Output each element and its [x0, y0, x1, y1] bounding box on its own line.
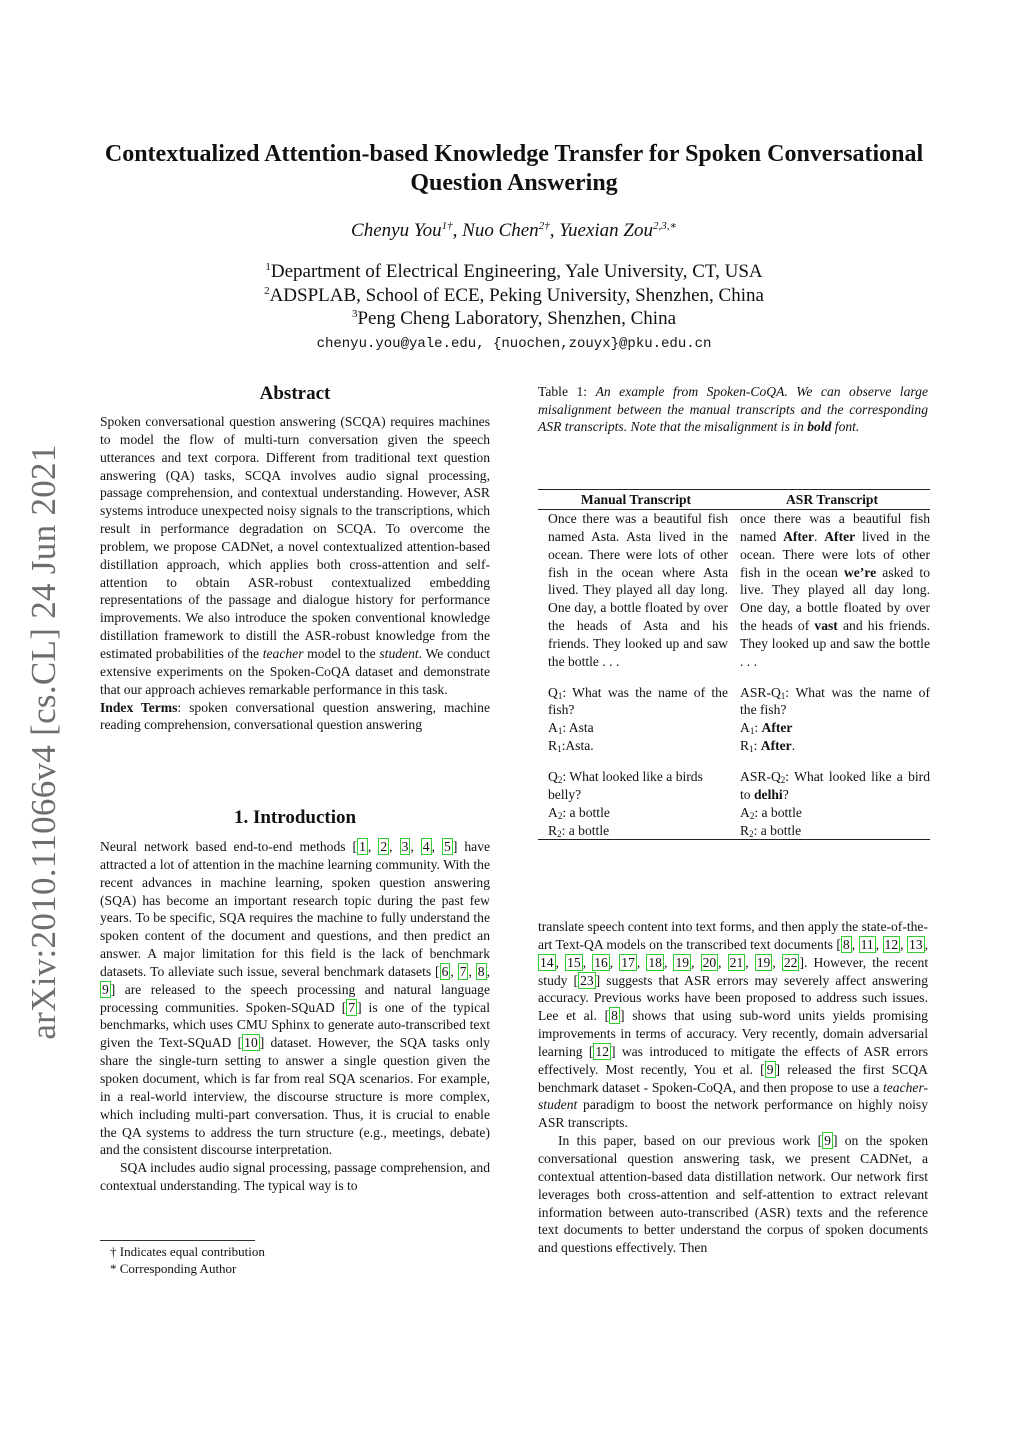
asr-qa-2: ASR-$Q_2$: What looked like a bird to delhi? $A_2$: a bottle $R_2$: a bottle	[734, 755, 930, 840]
intro-paragraph-1: Neural network based end-to-end methods [ 1 , 2 , 3 , 4 , 5 ] have attracted a lot of attention in the machine learning community. With the recent advances in machine learning, spoken question answering (SQA) has become an important research topic during the past few years. To be specific, SQA requires the machine to fully understand the spoken content of the document and questions, and then predict an answer. A major limitation for this field is the lack of benchmark datasets. To alleviate such issue, several benchmark datasets [ 6 , 7 , 8 , 9 ] are released to the speech processing and natural language processing communities. Spoken-SQuAD [ 7 ] is one of the typical benchmarks, which uses CMU Sphinx to generate auto-transcribed text given the Text-SQuAD [ 10 ] dataset. However, the SQA tasks only share the single-turn setting to answer a single question given the spoken document, which is far from real SQA scenarios. For example, in a real-world interview, the discourse structure is more complex, which including multi-part conversation. Thus, it is crucial to enable the QA systems to address the turn structure (e.g., meetings, debate) and the consistent discourse interpretation.	[100, 839, 491, 1158]
affiliation-yale: $^1$Department of Electrical Engineering, Yale University, CT, USA	[265, 261, 763, 282]
intro-paragraph-2: SQA includes audio signal processing, passage comprehension, and contextual understanding. The typical way is to	[100, 1160, 490, 1194]
abstract-heading: Abstract	[259, 383, 331, 404]
column-header-manual: Manual Transcript	[538, 490, 734, 510]
table-caption-label: Table 1:	[538, 384, 588, 399]
footnote-equal-contribution: † Indicates equal contribution	[110, 1244, 265, 1259]
introduction-body-left	[100, 838, 490, 1195]
footnote-corresponding-author: * Corresponding Author	[110, 1260, 237, 1276]
affiliations	[100, 260, 928, 331]
index-terms-text: : spoken conversational question answering, machine reading comprehension, conversational question answering	[100, 699, 490, 733]
abstract-body	[100, 413, 490, 734]
index-terms	[100, 699, 490, 735]
abstract-paragraph: Spoken conversational question answering (SCQA) requires machines to model the flow of multi-turn conversation given the speech utterances and text corpora. Different from traditional text question answering (QA) tasks, SCQA involves audio signal processing, passage comprehension, and contextual understanding. However, ASR systems introduce unexpected noisy signals to the transcriptions, which result in performance degradation on SCQA. To overcome the problem, we propose CADNet, a novel contextualized attention-based distillation approach, which applies both cross-attention and self-attention to obtain ASR-robust contextualized embedding representations of the passage and dialogue history for performance improvements. We also introduce the spoken conventional knowledge distillation framework to distill the ASR-robust knowledge from the estimated probabilities of the teacher model to the student. We conduct extensive experiments on the Spoken-CoQA dataset and demonstrate that our approach achieves remarkable performance in this task.	[100, 414, 490, 697]
author-list: Chenyu You$^{1\dagger}$, Nuo Chen$^{2\dagger}$, Yuexian Zou$^{2,3,∗}$	[351, 220, 677, 241]
manual-passage: Once there was a beautiful fish named Asta. Asta lived in the ocean. There were lots of other fish in the ocean where Asta lived. They played all day long. One day, a bottle floated by over the heads of Asta and his friends. They looked up and saw the bottle . . .	[548, 511, 728, 669]
arxiv-identifier: arXiv:2010.11066v4 [cs.CL] 24 Jun 2021	[24, 444, 63, 1040]
paper-title: Contextualized Attention-based Knowledge Transfer for Spoken Conversational Question Answering	[104, 141, 924, 196]
table-caption-text: An example from Spoken-CoQA. We can observe large misalignment between the manual transcripts and the corresponding ASR transcripts. Note that the misalignment is in bold font.	[538, 384, 929, 434]
asr-passage: once there was a beautiful fish named After. After lived in the ocean. There were lots of other fish in the ocean we’re asked to live. They played all day long. One day, a bottle floated by over the heads of vast and his friends. They looked up and saw the bottle . . .	[740, 511, 931, 669]
column-header-asr: ASR Transcript	[734, 490, 930, 510]
introduction-body-right	[538, 918, 928, 1257]
footnote-rule	[100, 1240, 255, 1241]
affiliation-pengcheng: $^3$Peng Cheng Laboratory, Shenzhen, China	[351, 308, 677, 329]
footnotes	[110, 1244, 490, 1277]
author-emails: chenyu.you@yale.edu, {nuochen,zouyx}@pku.edu.cn	[316, 336, 712, 352]
affiliation-pku: $^2$ADSPLAB, School of ECE, Peking University, Shenzhen, China	[264, 284, 764, 306]
introduction-heading: 1. Introduction	[233, 807, 357, 828]
asr-qa-1: ASR-$Q_1$: What was the name of the fish? $A_1$: After $R_1$: After.	[740, 684, 930, 755]
index-terms-label: Index Terms	[100, 699, 178, 715]
intro-paragraph-2-continued: translate speech content into text forms, and then apply the state-of-the-art Text-QA models on the transcribed text documents [ 8 , 11 , 12 , 13 , 14 , 15 , 16 , 17 , 18 , 19 , 20 , 21 , 19 , 22 ]. However, the recent study [ 23 ] suggests that ASR errors may severely affect answering accuracy. Previous works have been proposed to address such issues. Lee et al. [ 8 ] shows that using sub-word units yields promising improvements in terms of accuracy. Very recently, domain adversarial learning [ 12 ] was introduced to mitigate the effects of ASR errors effectively. Most recently, You et al. [ 9 ] released the first SCQA benchmark dataset - Spoken-CoQA, and then propose to use a teacher-student paradigm to boost the network performance on highly noisy ASR transcripts.	[538, 919, 929, 1131]
manual-qa-1: $Q_1$: What was the name of the fish? $A_1$: Asta $R_1:Asta$.	[548, 684, 728, 755]
intro-paragraph-3: In this paper, based on our previous work [ 9 ] on the spoken conversational question answering task, we present CADNet, a contextual attention-based data distillation network. Our network first leverages both cross-attention and self-attention to extract relevant information between auto-transcribed (ASR) texts and the reference text documents to better understand the corpus of spoken documents and questions effectively. Then	[538, 1133, 928, 1256]
manual-qa-2: $Q_2$: What looked like a birds belly? $A_2$: a bottle $R_2$: a bottle	[538, 755, 734, 840]
table-caption	[538, 383, 928, 436]
transcript-table	[538, 489, 930, 840]
